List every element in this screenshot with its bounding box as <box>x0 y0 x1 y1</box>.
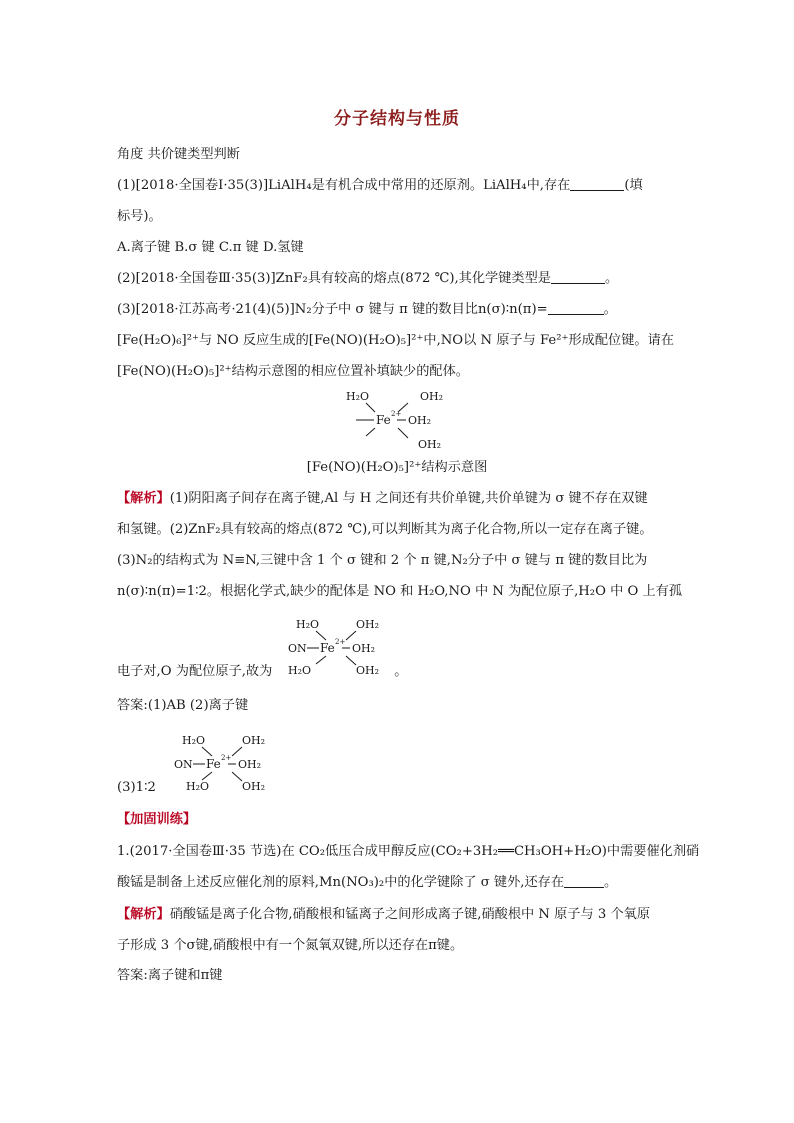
answer-line-1: 答案:(1)AB (2)离子键 <box>117 698 249 713</box>
iron-center: Fe <box>320 641 335 655</box>
answer-blank <box>564 874 604 888</box>
reinforce-analysis-line-2: 子形成 3 个σ键,硝酸根中有一个氮氧双键,所以还存在π键。 <box>117 938 464 953</box>
analysis-line-2: 和氢键。(2)ZnF₂具有较高的熔点(872 ℃),可以判断其为离子化合物,所以一定存在离子键。 <box>117 522 653 537</box>
figure-caption: [Fe(NO)(H₂O)₅]²⁺结构示意图 <box>306 460 488 475</box>
ligand-h2o-top-left: H₂O <box>346 390 370 403</box>
ligand-h2o-bottom-left: H₂O <box>288 664 312 677</box>
question-1-text: (1)[2018·全国卷Ⅰ·35(3)]LiAlH₄是有机合成中常用的还原剂。LiAlH₄中,存在 <box>117 178 571 193</box>
question-2-text: (2)[2018·全国卷Ⅲ·35(3)]ZnF₂具有较高的熔点(872 ℃),其化学键类型是 <box>117 271 551 286</box>
reinforce-q1-line-2 <box>117 874 617 892</box>
analysis-line-1 <box>117 490 648 508</box>
analysis-line-4: n(σ)∶n(π)=1∶2。根据化学式,缺少的配体是 NO 和 H₂O,NO 中 N 为配位原子,H₂O 中 O 上有孤 <box>117 584 683 599</box>
reinforce-q1-text: 酸锰是制备上述反应催化剂的原料,Mn(NO₃)₂中的化学键除了 σ 键外,还存在 <box>117 875 565 890</box>
ligand-on: ON <box>288 642 307 655</box>
reinforce-q1-end: 。 <box>604 875 618 890</box>
reinforce-analysis-text-1: 硝酸锰是离子化合物,硝酸根和锰离子之间形成离子键,硝酸根中 N 原子与 3 个氧原 <box>169 907 651 922</box>
analysis-line-5 <box>117 663 407 681</box>
reinforce-answer: 答案:离子键和π键 <box>117 968 223 983</box>
analysis-line-3: (3)N₂的结构式为 N≡N,三键中含 1 个 σ 键和 2 个 π 键,N₂分子中 σ 键与 π 键的数目比为 <box>117 553 648 568</box>
ligand-oh2-top-right: OH₂ <box>356 618 380 631</box>
analysis-tag: 【解析】 <box>117 491 170 506</box>
iron-charge: 2+ <box>391 410 402 418</box>
question-1-text-end: (填 <box>624 178 643 193</box>
ligand-oh2-right: OH₂ <box>238 758 262 771</box>
ligand-oh2-top-right: OH₂ <box>420 390 444 403</box>
question-3-line-1 <box>117 301 617 319</box>
ligand-oh2-top-right: OH₂ <box>242 734 266 747</box>
ligand-oh2-bottom: OH₂ <box>242 780 266 793</box>
question-3-end: 。 <box>603 302 617 317</box>
ligand-oh2-right: OH₂ <box>352 642 376 655</box>
analysis-text-1: (1)阴阳离子间存在离子键,Al 与 H 之间还有共价单键,共价单键为 σ 键不存在双键 <box>169 491 648 506</box>
question-2 <box>117 270 618 288</box>
ligand-on: ON <box>174 758 193 771</box>
analysis-text-5: 电子对,O 为配位原子,故为 <box>117 664 273 679</box>
section-heading: 角度 共价键类型判断 <box>117 147 240 162</box>
answer-blank <box>551 270 605 284</box>
answer-blank <box>570 177 624 191</box>
reinforce-q1-line-1: 1.(2017·全国卷Ⅲ·35 节选)在 CO₂低压合成甲醇反应(CO₂+3H₂══CH₃OH+H₂O)中需要催化剂硝 <box>117 844 700 859</box>
iron-charge: 2+ <box>335 638 346 646</box>
question-2-end: 。 <box>604 271 619 286</box>
reinforce-heading: 【加固训练】 <box>117 812 197 827</box>
complex-structure-incomplete <box>336 386 466 452</box>
ligand-oh2-bottom: OH₂ <box>418 438 442 451</box>
question-3-line-2: [Fe(H₂O)₆]²⁺与 NO 反应生成的[Fe(NO)(H₂O)₅]²⁺中,NO以 N 原子与 Fe²⁺形成配位键。请在 <box>117 333 674 348</box>
ligand-h2o-top-left: H₂O <box>296 618 320 631</box>
reinforce-analysis-tag: 【解析】 <box>117 907 170 922</box>
question-1-options: A.离子键 B.σ 键 C.π 键 D.氢键 <box>117 240 304 255</box>
page-title: 分子结构与性质 <box>334 109 460 129</box>
question-1-line-1 <box>117 177 643 195</box>
answer-line-3: (3)1∶2 <box>117 780 156 795</box>
ligand-h2o-bottom-left: H₂O <box>186 780 210 793</box>
answer-blank <box>548 301 604 315</box>
question-3-text: (3)[2018·江苏高考·21(4)(5)]N₂分子中 σ 键与 π 键的数目比n(σ)∶n(π)= <box>117 302 548 317</box>
ligand-oh2-bottom: OH₂ <box>356 664 380 677</box>
iron-charge: 2+ <box>221 754 232 762</box>
iron-center: Fe <box>376 413 391 427</box>
question-1-line-2: 标号)。 <box>117 209 162 224</box>
iron-center: Fe <box>206 757 221 771</box>
ligand-oh2-right: OH₂ <box>408 414 432 427</box>
reinforce-analysis-line-1 <box>117 906 650 924</box>
question-3-line-3: [Fe(NO)(H₂O)₅]²⁺结构示意图的相应位置补填缺少的配体。 <box>117 364 469 379</box>
analysis-text-5-end: 。 <box>394 664 408 679</box>
complex-structure-answer <box>172 730 292 796</box>
ligand-h2o-top-left: H₂O <box>182 734 206 747</box>
